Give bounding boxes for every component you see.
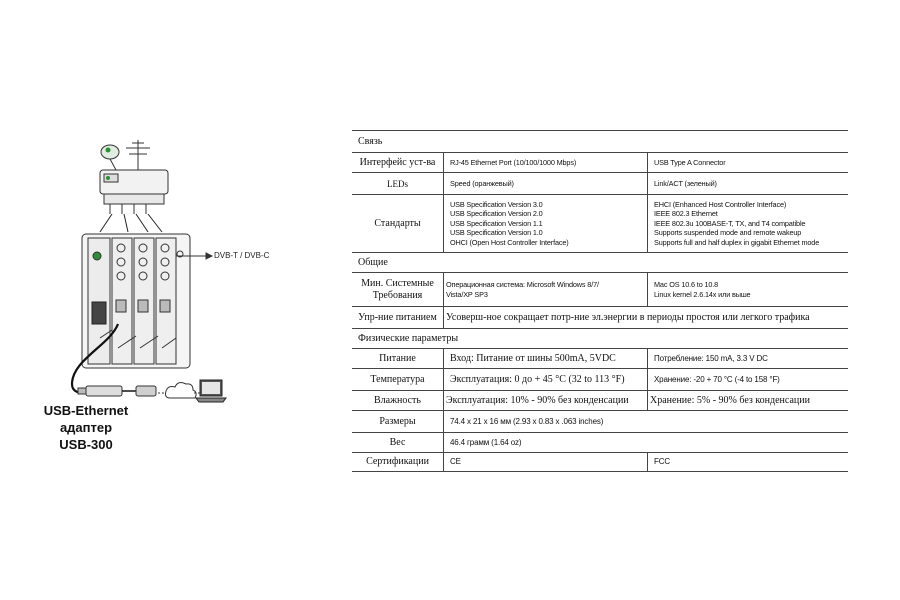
table-row xyxy=(352,348,848,368)
row-label-weight: Вес xyxy=(389,436,406,448)
section-general-row xyxy=(352,252,848,272)
standards-item: USB Specification Version 1.0 xyxy=(450,228,543,238)
humidity-col2: Хранение: 5% - 90% без конденсации xyxy=(650,394,810,406)
table-row xyxy=(352,368,848,390)
top-module xyxy=(100,170,168,214)
usb-adapter-icon xyxy=(78,386,122,396)
headend-illustration xyxy=(0,0,340,600)
row-label-standards: Стандарты xyxy=(374,217,421,229)
weight-value: 46.4 грамм (1.64 oz) xyxy=(450,437,522,447)
standards-col2 xyxy=(654,200,819,248)
caption-line-1: USB-Ethernet xyxy=(43,403,129,418)
antenna-icon xyxy=(126,140,150,170)
table-row xyxy=(352,452,848,472)
requirements-col1 xyxy=(446,280,599,299)
requirements-label-line: Мин. Системные xyxy=(361,277,434,289)
requirements-label-line: Требования xyxy=(372,289,423,301)
section-general: Общие xyxy=(358,257,388,268)
table-row xyxy=(352,432,848,452)
standards-col1 xyxy=(450,200,569,248)
standards-item: OHCI (Open Host Controller Interface) xyxy=(450,237,569,247)
section-physical-row xyxy=(352,328,848,348)
interface-col2: USB Type A Connector xyxy=(654,157,726,167)
certification-col2: FCC xyxy=(654,457,670,467)
section-connection-row xyxy=(352,130,848,152)
temperature-col1: Эксплуатация: 0 до + 45 °C (32 to 113 °F) xyxy=(450,373,625,385)
standards-item: EHCI (Enhanced Host Controller Interface) xyxy=(654,199,787,209)
requirements-line: Linux kernel 2.6.14x или выше xyxy=(654,289,751,299)
standards-item: USB Specification Version 2.0 xyxy=(450,209,543,219)
satellite-dish-icon xyxy=(101,145,119,170)
row-label-certification: Сертификации xyxy=(366,456,429,467)
standards-item: Supports suspended mode and remote wakeup xyxy=(654,228,802,238)
table-row xyxy=(352,152,848,172)
laptop-icon xyxy=(196,380,226,402)
power-mgmt-value: Усоверш-ное сокращает потр-ние эл.энергии в периоды простоя или легкого трафика xyxy=(446,311,810,323)
row-label-temperature: Температура xyxy=(370,373,425,385)
row-label-dimensions: Размеры xyxy=(379,415,416,427)
row-label-humidity: Влажность xyxy=(374,394,421,406)
cloud-icon xyxy=(166,383,197,398)
temperature-col2: Хранение: -20 + 70 °C (-4 to 158 °F) xyxy=(654,374,780,384)
leds-col1: Speed (оранжевый) xyxy=(450,178,514,188)
section-connection: Связь xyxy=(358,136,383,147)
row-label-interface: Интерфейс уст-ва xyxy=(359,156,436,168)
power-col1: Вход: Питание от шины 500mA, 5VDC xyxy=(450,352,616,364)
table-row xyxy=(352,306,848,328)
interface-col1: RJ-45 Ethernet Port (10/100/1000 Mbps) xyxy=(450,157,577,167)
humidity-col1: Эксплуатация: 10% - 90% без конденсации xyxy=(446,394,629,406)
row-label-power: Питание xyxy=(379,352,416,364)
requirements-line: Операционная система: Microsoft Windows 8/7/ xyxy=(446,279,599,289)
table-row xyxy=(352,272,848,306)
row-label-power-mgmt: Упр-ние питанием xyxy=(358,311,437,323)
table-row xyxy=(352,410,848,432)
row-label-requirements xyxy=(361,278,434,302)
output-label: DVB-T / DVB-C xyxy=(214,251,270,260)
standards-item: USB Specification Version 1.1 xyxy=(450,218,543,228)
leds-col2: Link/ACT (зеленый) xyxy=(654,178,717,188)
table-row xyxy=(352,390,848,410)
requirements-line: Vista/XP SP3 xyxy=(446,289,488,299)
equipment-diagram xyxy=(0,0,340,600)
table-row xyxy=(352,194,848,252)
standards-item: IEEE 802.3 Ethernet xyxy=(654,209,718,219)
caption-line-2: адаптер xyxy=(59,420,113,435)
ethernet-plug-icon xyxy=(136,386,156,396)
requirements-col2 xyxy=(654,280,750,299)
caption-line-3: USB-300 xyxy=(59,437,113,452)
standards-item: Supports full and half duplex in gigabit Ethernet mode xyxy=(654,237,820,247)
requirements-line: Mac OS 10.6 to 10.8 xyxy=(654,279,719,289)
table-row xyxy=(352,172,848,194)
dimensions-value: 74.4 x 21 x 16 мм (2.93 x 0.83 x .063 inches) xyxy=(450,416,604,426)
certification-col1: CE xyxy=(450,457,461,467)
device-caption xyxy=(38,402,134,453)
standards-item: IEEE 802.3u 100BASE-T, TX, and T4 compatible xyxy=(654,218,806,228)
row-label-leds: LEDs xyxy=(387,178,408,189)
section-physical: Физические параметры xyxy=(358,333,459,344)
power-col2: Потребление: 150 mA, 3.3 V DC xyxy=(654,353,768,363)
standards-item: USB Specification Version 3.0 xyxy=(450,199,543,209)
